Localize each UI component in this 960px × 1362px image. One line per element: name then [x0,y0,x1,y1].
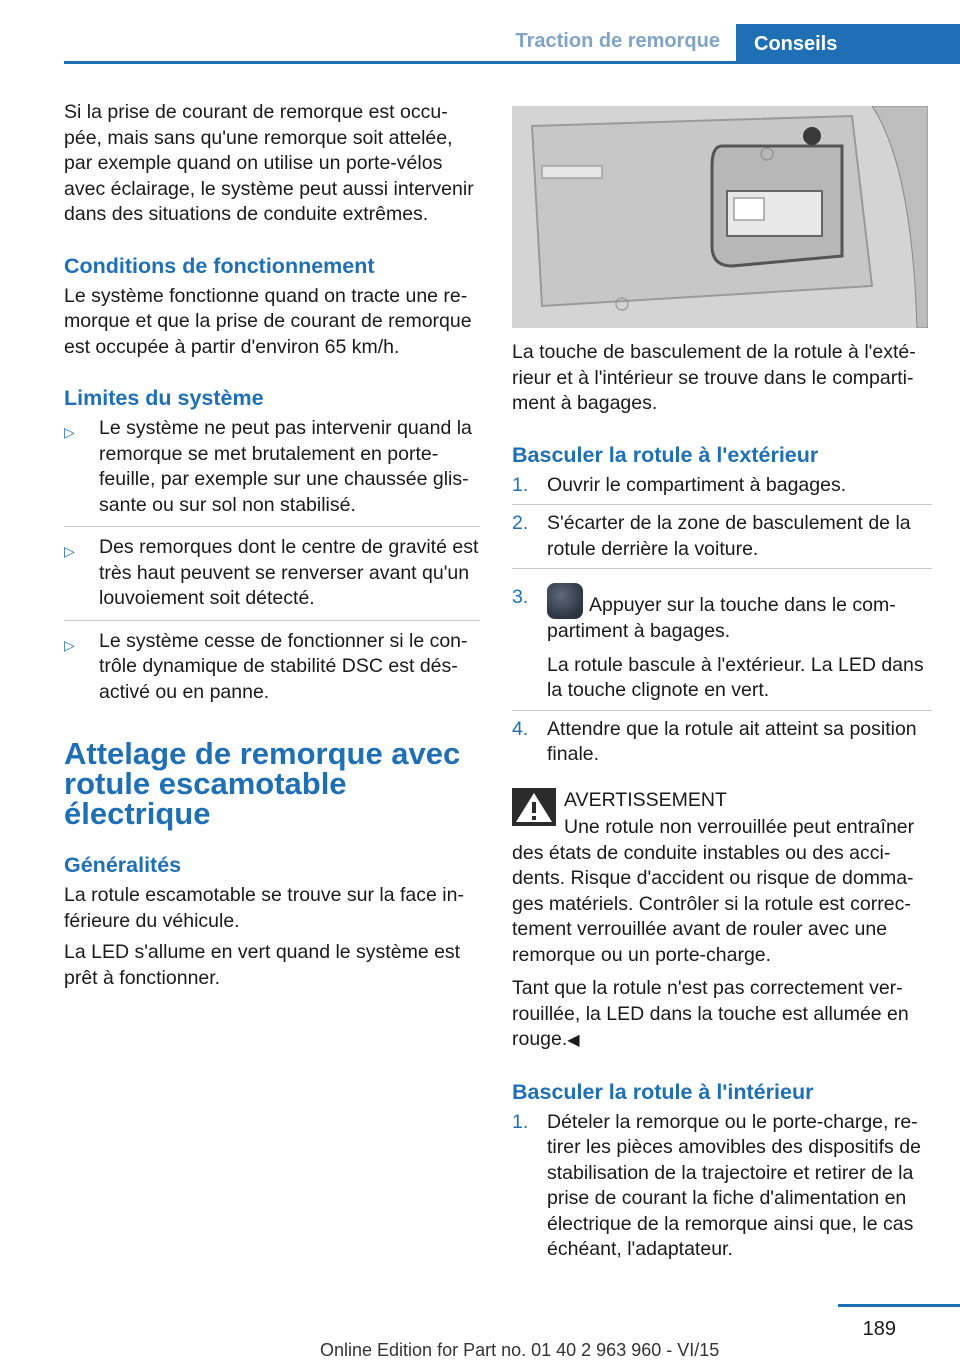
luggage-compartment-photo [512,106,928,328]
out-heading: Basculer la rotule à l'extérieur [512,442,819,467]
list-item: 1. Dételer la remorque ou le porte-charge, re-tirer les pièces amovibles des dispositifs de stabilisation de la trajectoire et retirer de la prise de courant la fiche d'alimentation en électrique de la remorque ainsi que, le cas échéant, l'adaptateur. [512,1110,921,1260]
out-steps [512,473,932,768]
tow-hitch-button-icon [547,583,583,619]
list-item: 4. Attendre que la rotule ait atteint sa position finale. [512,710,932,768]
in-heading: Basculer la rotule à l'intérieur [512,1079,814,1104]
warning-triangle-icon [512,788,556,826]
general-paragraph-2: La LED s'allume en vert quand le système est prêt à fonctionner. [64,941,461,989]
right-column [512,100,932,1269]
conditions-heading: Conditions de fonctionnement [64,253,375,278]
list-item: 1. Ouvrir le compartiment à bagages. [512,473,847,496]
page-number: 189 [862,1318,896,1340]
list-item: 2. S'écarter de la zone de basculement de la rotule derrière la voiture. [512,504,932,562]
intro-paragraph: Si la prise de courant de remorque est occu-pée, mais sans qu'une remorque soit attelée, par exemple quand on utilise un porte-vélos avec éclairage, le système peut aussi intervenir dans des situations de conduite extrêmes. [64,101,474,225]
section-tab[interactable]: Traction de remorque [515,30,720,52]
general-paragraph-1: La rotule escamotable se trouve sur la face in-férieure du véhicule. [64,884,464,932]
list-item: ▷ Le système ne peut pas intervenir quand la remorque se met brutalement en porte-feuille, par exemple sur une chaussée glis-sante ou sur sol non stabilisé. [64,417,472,516]
limits-heading: Limites du système [64,386,264,410]
limits-list [64,416,480,705]
edition-footer: Online Edition for Part no. 01 40 2 963 960 - VI/15 [320,1340,720,1360]
in-steps [512,1110,932,1263]
luggage-compartment-illustration [512,106,928,328]
conditions-paragraph: Le système fonctionne quand on tracte une re-morque et que la prise de courant de remorque est occupée à partir d'environ 65 km/h. [64,284,472,358]
list-item: ▷ Des remorques dont le centre de gravité est très haut peuvent se renverser avant qu'un louvoiement soit détecté. [64,526,480,612]
list-item: ▷ Le système cesse de fonctionner si le con-trôle dynamique de stabilité DSC est dés-activé ou en panne. [64,620,480,706]
end-of-section-icon: ◀ [567,1032,580,1049]
warning-box [512,788,932,969]
general-heading: Généralités [64,853,182,877]
image-caption: La touche de basculement de la rotule à l'exté-rieur et à l'intérieur se trouve dans le comparti-ment à bagages. [512,341,916,414]
chapter-tab[interactable]: Conseils [736,24,960,64]
main-heading: Attelage de remorque avec rotule escamotable électrique [64,736,461,831]
footer-rule [838,1304,960,1307]
triangle-bullet-icon: ▷ [64,636,75,653]
warning-title: AVERTISSEMENT [564,788,727,811]
list-item: 3. Appuyer sur la touche dans le com-partiment à bagages. La rotule bascule à l'extérieur. La LED dans la touche clignote en vert. [512,568,932,704]
triangle-bullet-icon: ▷ [64,424,75,440]
triangle-bullet-icon: ▷ [64,543,75,559]
left-column [64,100,480,997]
warning-followup: Tant que la rotule n'est pas correctement ver-rouillée, la LED dans la touche est allumée en rouge.◀ [512,977,909,1050]
warning-text: Une rotule non verrouillée peut entraîner des états de conduite instables ou des acci-dents. Risque d'accident ou risque de domma-ges matériels. Contrôler si la rotule est correc-tement verrouillée avant de rouler avec une remorque ou un porte-charge. [512,816,915,966]
